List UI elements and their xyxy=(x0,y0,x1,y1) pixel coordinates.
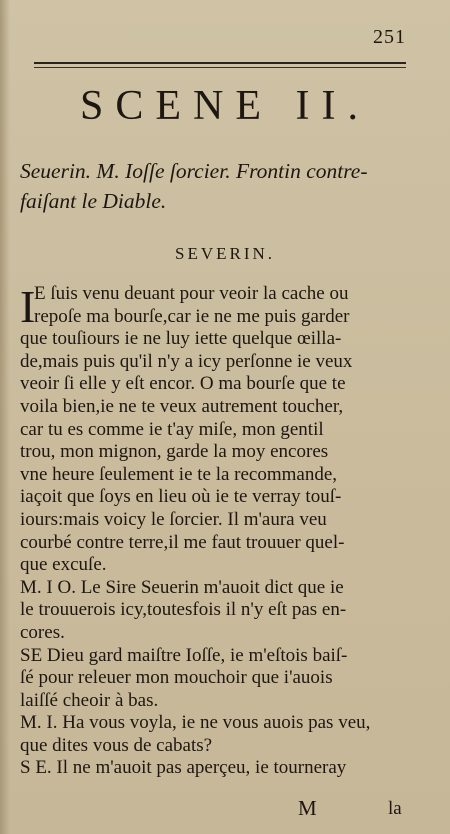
signature-mark: M xyxy=(298,796,317,820)
text-line: E ſuis venu deuant pour veoir la cache ou xyxy=(34,283,349,304)
text-line: que dites vous de cabats? xyxy=(20,734,213,756)
text-line: que touſiours ie ne luy iette quelque œilla- xyxy=(20,328,342,350)
text-line: iours:mais voicy le ſorcier. Il m'aura veu xyxy=(20,508,327,530)
header-rule xyxy=(34,62,406,64)
text-line: courbé contre terre,il me faut trouuer quel- xyxy=(20,531,345,553)
catchword: la xyxy=(388,798,402,819)
text-line: le trouuerois icy,toutesfois il n'y eſt pas en- xyxy=(20,599,347,621)
drop-cap: I xyxy=(20,281,36,332)
text-line: S E. Il ne m'auoit pas aperçeu, ie tourneray xyxy=(20,757,347,779)
text-line: veoir ſi elle y eſt encor. O ma bourſe que te xyxy=(20,373,346,395)
text-line: que excuſe. xyxy=(20,554,107,576)
page-number: 251 xyxy=(373,26,406,48)
text-line: trou, mon mignon, garde la moy encores xyxy=(20,441,329,463)
text-line: repoſe ma bourſe,car ie ne me puis garder xyxy=(34,305,350,327)
scene-title: SCENE II. xyxy=(80,83,370,129)
text-line: vne heure ſeulement ie te la recommande, xyxy=(20,463,338,485)
character-list-line: faiſant le Diable. xyxy=(20,189,167,213)
text-line: car tu es comme ie t'ay miſe, mon gentil xyxy=(20,418,324,440)
text-line: M. I O. Le Sire Seuerin m'auoit dict que ie xyxy=(20,576,344,598)
speaker-heading: SEVERIN. xyxy=(174,244,276,263)
text-line: laiſſé cheoir à bas. xyxy=(20,689,159,711)
text-line: de,mais puis qu'il n'y a icy perſonne ie veux xyxy=(20,350,353,372)
character-list-line: Seuerin. M. Ioſſe ſorcier. Frontin contre- xyxy=(20,159,368,183)
body-text xyxy=(20,283,420,780)
character-list xyxy=(20,156,430,216)
text-line: voila bien,ie ne te veux autrement toucher, xyxy=(20,395,344,417)
text-line: SE Dieu gard maiſtre Ioſſe, ie m'eſtois baiſ- xyxy=(20,644,348,666)
text-line: cores. xyxy=(20,621,65,643)
text-line: ſé pour releuer mon mouchoir que i'auois xyxy=(20,667,333,689)
text-line: iaçoit que ſoys en lieu où ie te verray touſ- xyxy=(20,486,342,508)
page-footer xyxy=(0,796,450,826)
text-line: M. I. Ha vous voyla, ie ne vous auois pas veu, xyxy=(20,712,371,734)
